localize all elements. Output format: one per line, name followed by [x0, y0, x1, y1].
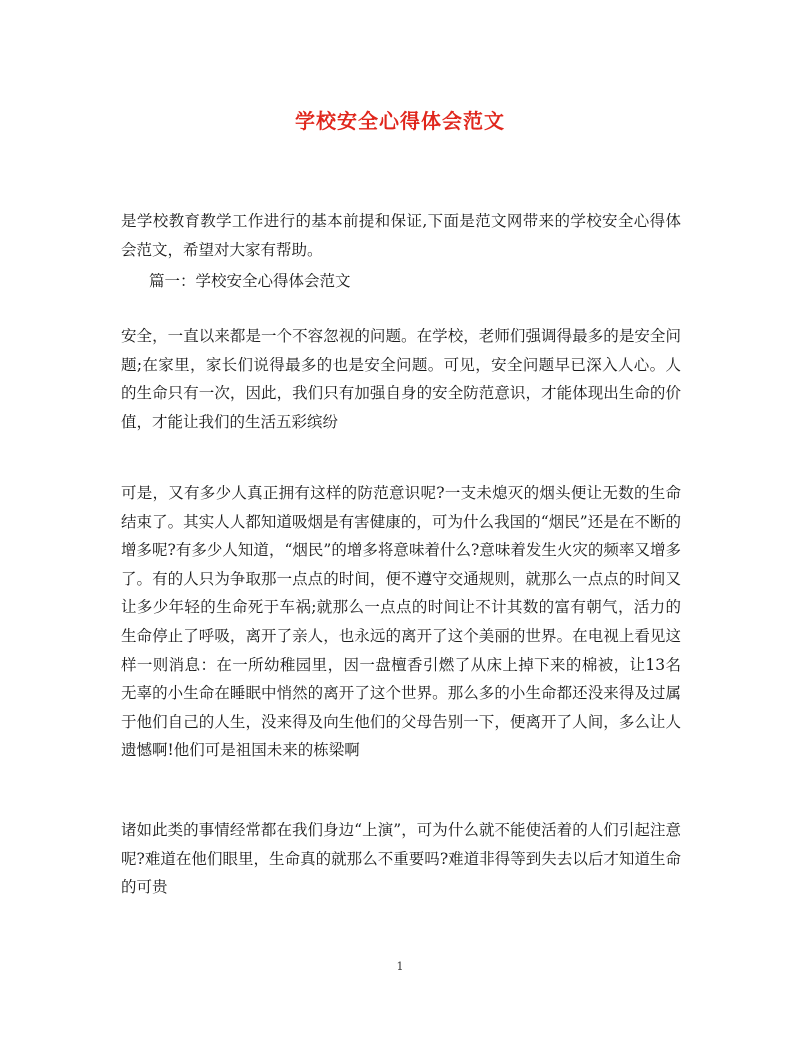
intro-paragraph: 是学校教育教学工作进行的基本前提和保证,下面是范文网带来的学校安全心得体会范文，希望对大家有帮助。	[121, 212, 681, 259]
body-paragraph-3: 诸如此类的事情经常都在我们身边“上演”，可为什么就不能使活着的人们引起注意呢?难道在他们眼里，生命真的就那么不重要吗?难道非得等到失去以后才知道生命的可贵	[121, 821, 681, 897]
body-paragraph-1: 安全，一直以来都是一个不容忽视的问题。在学校，老师们强调得最多的是安全问题;在家里，家长们说得最多的也是安全问题。可见，安全问题早已深入人心。人的生命只有一次，因此，我们只有加强自身的安全防范意识，才能体现出生命的价值，才能让我们的生活五彩缤纷	[121, 327, 681, 431]
body-paragraph-2: 可是，又有多少人真正拥有这样的防范意识呢?一支未熄灭的烟头便让无数的生命结束了。其实人人都知道吸烟是有害健康的，可为什么我国的“烟民”还是在不断的增多呢?有多少人知道，“烟民”的增多将意味着什么?意味着发生火灾的频率又增多了。有的人只为争取那一点点的时间，便不遵守交通规则，就那么一点点的时间又让多少年轻的生命死于车祸;就那么一点点的时间让不计其数的富有朝气，活力的生命停止了呼吸，离开了亲人，也永远的离开了这个美丽的世界。在电视上看见这样一则消息：在一所幼稚园里，因一盘檀香引燃了从床上掉下来的棉被，让13名无辜的小生命在睡眠中悄然的离开了这个世界。那么多的小生命都还没来得及过属于他们自己的人生，没来得及向生他们的父母告别一下，便离开了人间，多么让人遗憾啊!他们可是祖国未来的栋梁啊	[121, 484, 681, 760]
page-number: 1	[396, 960, 404, 973]
section-heading: 篇一：学校安全心得体会范文	[149, 272, 351, 290]
document-title: 学校安全心得体会范文	[295, 109, 505, 133]
